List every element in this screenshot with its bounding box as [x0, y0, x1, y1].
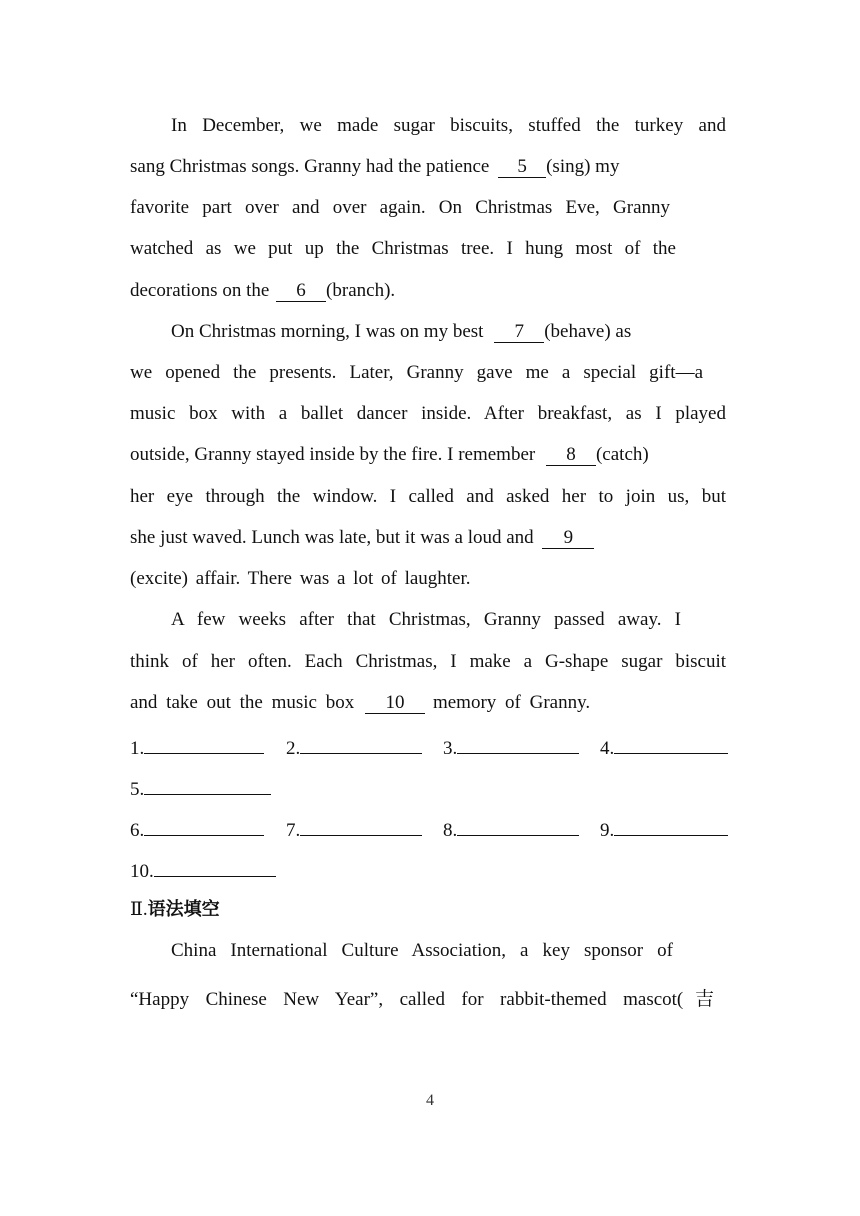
passage-line: China International Culture Association, a key sponsor of [171, 940, 673, 961]
passage-line: watched as we put up the Christmas tree. I hung most of the [130, 238, 676, 259]
passage-line [130, 526, 594, 550]
answer-line-10[interactable]: 10. [130, 857, 276, 884]
passage-text: and take out the music box [130, 692, 355, 713]
passage-line [130, 443, 649, 467]
passage-line [171, 320, 631, 344]
passage-text: (catch) [595, 444, 649, 465]
passage-text: she just waved. Lunch was late, but it was a loud and [130, 527, 534, 548]
passage-line: A few weeks after that Christmas, Granny passed away. I [171, 609, 681, 630]
passage-line: “Happy Chinese New Year”, called for rabbit-themed mascot(吉 [130, 989, 714, 1010]
passage-line: her eye through the window. I called and asked her to join us, but [130, 486, 726, 507]
blank-9[interactable]: 9 [542, 528, 594, 549]
answer-line-2[interactable]: 2. [286, 734, 422, 761]
passage-line [130, 279, 395, 303]
answer-line-3[interactable]: 3. [443, 734, 579, 761]
answer-line-8[interactable]: 8. [443, 816, 579, 843]
passage-text: On Christmas morning, I was on my best [171, 321, 484, 342]
section-title: 语法填空 [147, 899, 220, 920]
answer-line-6[interactable]: 6. [130, 816, 264, 843]
passage-line: In December, we made sugar biscuits, stuffed the turkey and [171, 115, 726, 136]
passage-text: (behave) as [544, 321, 632, 342]
blank-5[interactable]: 5 [498, 157, 546, 178]
passage-line: (excite) affair. There was a lot of laughter. [130, 568, 471, 589]
page-number: 4 [426, 1092, 434, 1109]
passage-text: (sing) my [546, 156, 620, 177]
passage-text: outside, Granny stayed inside by the fire. I remember [130, 444, 536, 465]
passage-line [130, 155, 619, 179]
answer-line-7[interactable]: 7. [286, 816, 422, 843]
passage-line: think of her often. Each Christmas, I make a G-shape sugar biscuit [130, 651, 726, 672]
answer-line-9[interactable]: 9. [600, 816, 728, 843]
answer-line-5[interactable]: 5. [130, 775, 271, 802]
passage-line: favorite part over and over again. On Christmas Eve, Granny [130, 197, 670, 218]
blank-8[interactable]: 8 [546, 445, 596, 466]
section-numeral: Ⅱ. [130, 899, 148, 920]
blank-10[interactable]: 10 [365, 693, 425, 714]
passage-line: music box with a ballet dancer inside. After breakfast, as I played [130, 403, 726, 424]
passage-text: sang Christmas songs. Granny had the patience [130, 156, 490, 177]
passage-text: decorations on the [130, 280, 270, 301]
answer-line-4[interactable]: 4. [600, 734, 728, 761]
passage-text: memory of Granny. [432, 692, 591, 713]
blank-7[interactable]: 7 [494, 322, 544, 343]
passage-line: we opened the presents. Later, Granny gave me a special gift—a [130, 362, 703, 383]
blank-6[interactable]: 6 [276, 281, 326, 302]
answer-line-1[interactable]: 1. [130, 734, 264, 761]
passage-line [130, 691, 590, 715]
section-heading [130, 898, 220, 922]
passage-text: (branch). [326, 280, 396, 301]
